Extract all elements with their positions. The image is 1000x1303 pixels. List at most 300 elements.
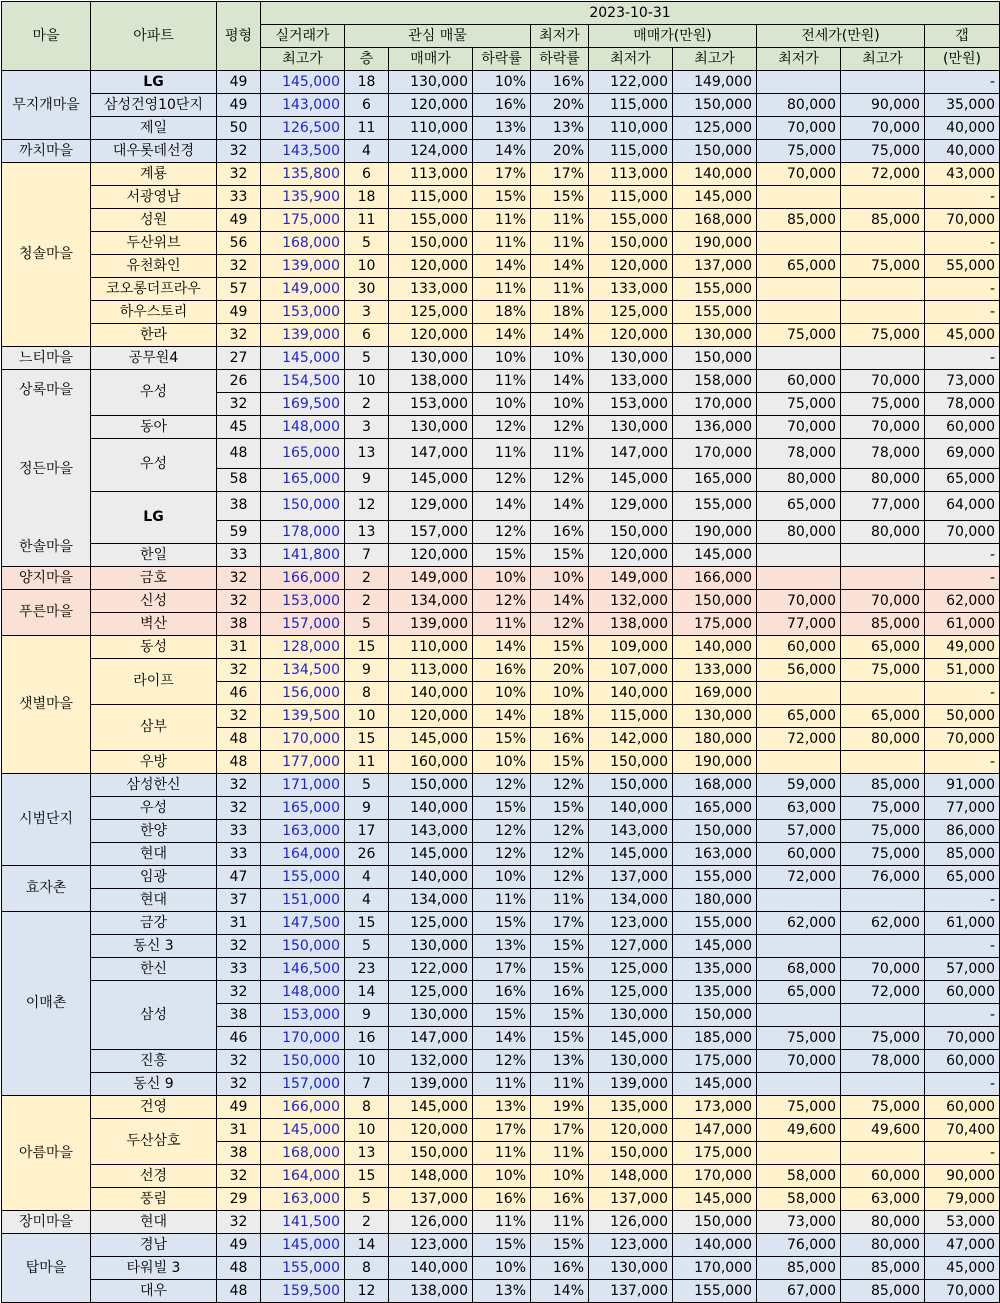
size-cell: 38 <box>217 491 261 521</box>
sale-price-cell: 133,000 <box>389 278 473 301</box>
trade-min-cell: 143,000 <box>589 820 673 843</box>
jeonse-max-cell: 85,000 <box>841 209 925 232</box>
trade-max-cell: 165,000 <box>673 468 757 491</box>
sale-price-cell: 132,000 <box>389 1050 473 1073</box>
drop-rate-cell: 17% <box>473 1119 531 1142</box>
size-cell: 47 <box>217 866 261 889</box>
sale-price-cell: 113,000 <box>389 659 473 682</box>
table-row <box>2 416 1000 439</box>
trade-min-cell: 150,000 <box>589 774 673 797</box>
jeonse-min-cell <box>757 889 841 912</box>
trade-max-cell: 170,000 <box>673 1257 757 1280</box>
sale-price-cell: 147,000 <box>389 1027 473 1050</box>
jeonse-max-cell: 80,000 <box>841 728 925 751</box>
gap-cell: 70,400 <box>925 1119 1000 1142</box>
floor-cell: 7 <box>345 544 389 567</box>
jeonse-max-cell: 75,000 <box>841 797 925 820</box>
min-drop-cell: 20% <box>531 94 589 117</box>
size-cell: 32 <box>217 324 261 347</box>
jeonse-max-cell: 72,000 <box>841 981 925 1004</box>
jeonse-max-cell <box>841 186 925 209</box>
sale-price-cell: 148,000 <box>389 1165 473 1188</box>
min-drop-cell: 13% <box>531 117 589 140</box>
table-row <box>2 1280 1000 1303</box>
apartment-cell: 진흥 <box>91 1050 217 1073</box>
drop-rate-cell: 12% <box>473 521 531 544</box>
gap-cell: - <box>925 301 1000 324</box>
trade-max-cell: 145,000 <box>673 1073 757 1096</box>
trade-min-cell: 137,000 <box>589 1188 673 1211</box>
table-row <box>2 820 1000 843</box>
sale-price-cell: 125,000 <box>389 981 473 1004</box>
min-drop-cell: 13% <box>531 1050 589 1073</box>
real-max-cell: 163,000 <box>261 1188 345 1211</box>
drop-rate-cell: 11% <box>473 889 531 912</box>
jeonse-max-cell: 80,000 <box>841 468 925 491</box>
jeonse-min-cell <box>757 544 841 567</box>
min-drop-cell: 18% <box>531 705 589 728</box>
sale-price-cell: 147,000 <box>389 439 473 469</box>
size-cell: 33 <box>217 958 261 981</box>
size-cell: 49 <box>217 1234 261 1257</box>
apartment-cell: 공무원4 <box>91 347 217 370</box>
trade-max-cell: 147,000 <box>673 1119 757 1142</box>
floor-cell: 15 <box>345 728 389 751</box>
real-max-cell: 175,000 <box>261 209 345 232</box>
trade-min-cell: 126,000 <box>589 1211 673 1234</box>
gap-cell: 35,000 <box>925 94 1000 117</box>
apartment-cell: 우방 <box>91 751 217 774</box>
jeonse-min-cell: 73,000 <box>757 1211 841 1234</box>
real-max-cell: 168,000 <box>261 232 345 255</box>
jeonse-min-cell: 78,000 <box>757 439 841 469</box>
min-drop-cell: 12% <box>531 468 589 491</box>
table-row <box>2 347 1000 370</box>
jeonse-max-cell <box>841 935 925 958</box>
table-row <box>2 659 1000 682</box>
trade-min-cell: 135,000 <box>589 1096 673 1119</box>
apartment-cell: 우성 <box>91 370 217 416</box>
trade-max-cell: 168,000 <box>673 209 757 232</box>
real-max-cell: 166,000 <box>261 567 345 590</box>
apartment-price-table <box>1 1 1000 1303</box>
real-max-cell: 164,000 <box>261 843 345 866</box>
apartment-cell: 현대 <box>91 1211 217 1234</box>
jeonse-min-cell <box>757 1073 841 1096</box>
trade-min-cell: 150,000 <box>589 521 673 544</box>
jeonse-min-cell <box>757 682 841 705</box>
size-cell: 33 <box>217 820 261 843</box>
drop-rate-cell: 11% <box>473 209 531 232</box>
min-drop-cell: 16% <box>531 1257 589 1280</box>
trade-max-cell: 150,000 <box>673 1004 757 1027</box>
trade-min-cell: 149,000 <box>589 567 673 590</box>
real-max-cell: 168,000 <box>261 1142 345 1165</box>
sale-price-cell: 122,000 <box>389 958 473 981</box>
size-cell: 38 <box>217 613 261 636</box>
sale-price-cell: 115,000 <box>389 186 473 209</box>
apartment-cell: 임광 <box>91 866 217 889</box>
trade-max-cell: 155,000 <box>673 866 757 889</box>
size-cell: 32 <box>217 659 261 682</box>
floor-cell: 15 <box>345 912 389 935</box>
size-cell: 48 <box>217 1280 261 1303</box>
min-drop-cell: 10% <box>531 393 589 416</box>
min-drop-cell: 12% <box>531 843 589 866</box>
drop-rate-cell: 10% <box>473 71 531 94</box>
jeonse-min-cell: 62,000 <box>757 912 841 935</box>
sale-price-cell: 140,000 <box>389 682 473 705</box>
real-max-cell: 159,500 <box>261 1280 345 1303</box>
trade-max-cell: 180,000 <box>673 728 757 751</box>
jeonse-min-cell: 65,000 <box>757 255 841 278</box>
trade-max-cell: 190,000 <box>673 521 757 544</box>
apartment-cell: 서광영남 <box>91 186 217 209</box>
sale-price-cell: 124,000 <box>389 140 473 163</box>
jeonse-max-cell: 77,000 <box>841 491 925 521</box>
apartment-cell: 풍림 <box>91 1188 217 1211</box>
real-max-cell: 163,000 <box>261 820 345 843</box>
jeonse-min-cell: 70,000 <box>757 163 841 186</box>
jeonse-max-cell: 75,000 <box>841 140 925 163</box>
min-drop-cell: 10% <box>531 347 589 370</box>
trade-min-cell: 150,000 <box>589 1142 673 1165</box>
table-row <box>2 567 1000 590</box>
real-max-cell: 156,000 <box>261 682 345 705</box>
jeonse-min-cell: 85,000 <box>757 209 841 232</box>
trade-min-cell: 130,000 <box>589 1257 673 1280</box>
real-max-cell: 153,000 <box>261 301 345 324</box>
table-row <box>2 935 1000 958</box>
sale-price-cell: 145,000 <box>389 728 473 751</box>
jeonse-max-cell: 75,000 <box>841 393 925 416</box>
real-max-cell: 178,000 <box>261 521 345 544</box>
size-cell: 33 <box>217 843 261 866</box>
table-row <box>2 301 1000 324</box>
village-cell: 정든마을 <box>18 460 74 477</box>
trade-max-cell: 190,000 <box>673 751 757 774</box>
apartment-cell: 코오롱더프라우 <box>91 278 217 301</box>
min-drop-cell: 16% <box>531 71 589 94</box>
trade-min-cell: 137,000 <box>589 866 673 889</box>
floor-cell: 9 <box>345 1004 389 1027</box>
apartment-cell: 두산삼호 <box>91 1119 217 1165</box>
trade-min-cell: 130,000 <box>589 416 673 439</box>
trade-max-cell: 135,000 <box>673 981 757 1004</box>
apartment-cell: 건영 <box>91 1096 217 1119</box>
jeonse-max-cell: 75,000 <box>841 1096 925 1119</box>
trade-min-cell: 120,000 <box>589 544 673 567</box>
real-max-cell: 145,000 <box>261 347 345 370</box>
size-cell: 31 <box>217 912 261 935</box>
min-drop-cell: 19% <box>531 1096 589 1119</box>
drop-rate-cell: 10% <box>473 751 531 774</box>
sale-price-cell: 129,000 <box>389 491 473 521</box>
sale-price-cell: 130,000 <box>389 416 473 439</box>
header-drop-rate: 하락률 <box>473 48 531 71</box>
min-drop-cell: 14% <box>531 590 589 613</box>
size-cell: 58 <box>217 468 261 491</box>
gap-cell: 47,000 <box>925 1234 1000 1257</box>
table-row <box>2 1096 1000 1119</box>
floor-cell: 2 <box>345 590 389 613</box>
village-cell: 청솔마을 <box>2 163 91 347</box>
trade-min-cell: 145,000 <box>589 1027 673 1050</box>
gap-cell: 70,000 <box>925 1280 1000 1303</box>
gap-cell: 43,000 <box>925 163 1000 186</box>
jeonse-max-cell: 65,000 <box>841 636 925 659</box>
jeonse-min-cell: 60,000 <box>757 370 841 393</box>
drop-rate-cell: 14% <box>473 636 531 659</box>
header-min-drop-rate: 하락률 <box>531 48 589 71</box>
village-cell: 아름마을 <box>2 1096 91 1211</box>
drop-rate-cell: 10% <box>473 1257 531 1280</box>
jeonse-max-cell: 78,000 <box>841 1050 925 1073</box>
trade-min-cell: 109,000 <box>589 636 673 659</box>
jeonse-min-cell <box>757 751 841 774</box>
real-max-cell: 150,000 <box>261 935 345 958</box>
jeonse-max-cell: 85,000 <box>841 1257 925 1280</box>
floor-cell: 5 <box>345 774 389 797</box>
jeonse-max-cell <box>841 682 925 705</box>
apartment-cell: 동성 <box>91 636 217 659</box>
floor-cell: 16 <box>345 1027 389 1050</box>
drop-rate-cell: 12% <box>473 820 531 843</box>
jeonse-min-cell: 80,000 <box>757 468 841 491</box>
size-cell: 32 <box>217 140 261 163</box>
village-cell: 장미마을 <box>2 1211 91 1234</box>
jeonse-max-cell <box>841 347 925 370</box>
trade-max-cell: 140,000 <box>673 1234 757 1257</box>
jeonse-max-cell <box>841 567 925 590</box>
size-cell: 33 <box>217 186 261 209</box>
trade-min-cell: 153,000 <box>589 393 673 416</box>
jeonse-min-cell: 72,000 <box>757 866 841 889</box>
jeonse-max-cell: 76,000 <box>841 866 925 889</box>
size-cell: 46 <box>217 1027 261 1050</box>
trade-max-cell: 155,000 <box>673 1280 757 1303</box>
real-max-cell: 157,000 <box>261 613 345 636</box>
gap-cell: 70,000 <box>925 521 1000 544</box>
floor-cell: 13 <box>345 1142 389 1165</box>
trade-min-cell: 120,000 <box>589 1119 673 1142</box>
drop-rate-cell: 14% <box>473 491 531 521</box>
floor-cell: 8 <box>345 682 389 705</box>
min-drop-cell: 17% <box>531 1119 589 1142</box>
trade-max-cell: 150,000 <box>673 347 757 370</box>
min-drop-cell: 11% <box>531 1211 589 1234</box>
sale-price-cell: 110,000 <box>389 117 473 140</box>
jeonse-min-cell <box>757 71 841 94</box>
trade-min-cell: 150,000 <box>589 232 673 255</box>
min-drop-cell: 15% <box>531 751 589 774</box>
floor-cell: 4 <box>345 889 389 912</box>
size-cell: 31 <box>217 636 261 659</box>
village-cell: 탑마을 <box>2 1234 91 1303</box>
real-max-cell: 165,000 <box>261 797 345 820</box>
trade-max-cell: 155,000 <box>673 278 757 301</box>
table-row <box>2 232 1000 255</box>
jeonse-min-cell <box>757 567 841 590</box>
real-max-cell: 170,000 <box>261 728 345 751</box>
drop-rate-cell: 15% <box>473 1234 531 1257</box>
trade-min-cell: 110,000 <box>589 117 673 140</box>
table-row <box>2 370 1000 393</box>
trade-max-cell: 140,000 <box>673 163 757 186</box>
trade-min-cell: 125,000 <box>589 301 673 324</box>
drop-rate-cell: 12% <box>473 774 531 797</box>
sale-price-cell: 140,000 <box>389 797 473 820</box>
trade-max-cell: 185,000 <box>673 1027 757 1050</box>
village-cell: 샛별마을 <box>2 636 91 774</box>
jeonse-max-cell: 90,000 <box>841 94 925 117</box>
size-cell: 26 <box>217 370 261 393</box>
drop-rate-cell: 15% <box>473 797 531 820</box>
table-body <box>2 71 1000 1303</box>
trade-max-cell: 175,000 <box>673 613 757 636</box>
real-max-cell: 157,000 <box>261 1073 345 1096</box>
jeonse-max-cell: 75,000 <box>841 843 925 866</box>
header-trade-min: 최저가 <box>589 48 673 71</box>
floor-cell: 5 <box>345 613 389 636</box>
sale-price-cell: 139,000 <box>389 613 473 636</box>
trade-max-cell: 130,000 <box>673 705 757 728</box>
size-cell: 56 <box>217 232 261 255</box>
min-drop-cell: 11% <box>531 232 589 255</box>
trade-max-cell: 133,000 <box>673 659 757 682</box>
apartment-cell: 금강 <box>91 912 217 935</box>
header-min-drop: 최저가 <box>531 25 589 48</box>
apartment-cell: 삼부 <box>91 705 217 751</box>
jeonse-min-cell: 56,000 <box>757 659 841 682</box>
real-max-cell: 153,000 <box>261 1004 345 1027</box>
floor-cell: 15 <box>345 636 389 659</box>
trade-max-cell: 165,000 <box>673 797 757 820</box>
min-drop-cell: 12% <box>531 613 589 636</box>
jeonse-max-cell <box>841 71 925 94</box>
drop-rate-cell: 10% <box>473 567 531 590</box>
min-drop-cell: 16% <box>531 728 589 751</box>
min-drop-cell: 20% <box>531 140 589 163</box>
drop-rate-cell: 12% <box>473 1050 531 1073</box>
trade-max-cell: 149,000 <box>673 71 757 94</box>
village-cell: 효자촌 <box>2 866 91 912</box>
trade-max-cell: 170,000 <box>673 439 757 469</box>
sale-price-cell: 123,000 <box>389 1234 473 1257</box>
trade-min-cell: 115,000 <box>589 140 673 163</box>
trade-min-cell: 139,000 <box>589 1073 673 1096</box>
apartment-cell: 삼성한신 <box>91 774 217 797</box>
floor-cell: 10 <box>345 1119 389 1142</box>
sale-price-cell: 145,000 <box>389 843 473 866</box>
floor-cell: 26 <box>345 843 389 866</box>
header-floor: 층 <box>345 48 389 71</box>
village-cell: 무지개마을 <box>2 71 91 140</box>
jeonse-min-cell: 63,000 <box>757 797 841 820</box>
jeonse-min-cell: 60,000 <box>757 636 841 659</box>
size-cell: 32 <box>217 1165 261 1188</box>
drop-rate-cell: 11% <box>473 439 531 469</box>
drop-rate-cell: 11% <box>473 370 531 393</box>
jeonse-min-cell: 77,000 <box>757 613 841 636</box>
sale-price-cell: 143,000 <box>389 820 473 843</box>
apartment-cell: LG <box>91 71 217 94</box>
jeonse-min-cell: 75,000 <box>757 324 841 347</box>
gap-cell: 55,000 <box>925 255 1000 278</box>
trade-min-cell: 115,000 <box>589 186 673 209</box>
village-cell: 느티마을 <box>2 347 91 370</box>
min-drop-cell: 11% <box>531 439 589 469</box>
jeonse-max-cell: 62,000 <box>841 912 925 935</box>
sale-price-cell: 126,000 <box>389 1211 473 1234</box>
min-drop-cell: 10% <box>531 567 589 590</box>
drop-rate-cell: 11% <box>473 1142 531 1165</box>
gap-cell: 73,000 <box>925 370 1000 393</box>
drop-rate-cell: 15% <box>473 186 531 209</box>
real-max-cell: 135,900 <box>261 186 345 209</box>
min-drop-cell: 11% <box>531 278 589 301</box>
gap-cell: - <box>925 1073 1000 1096</box>
floor-cell: 11 <box>345 751 389 774</box>
real-max-cell: 145,000 <box>261 1234 345 1257</box>
drop-rate-cell: 18% <box>473 301 531 324</box>
min-drop-cell: 14% <box>531 491 589 521</box>
apartment-cell: 유천화인 <box>91 255 217 278</box>
gap-cell: 40,000 <box>925 117 1000 140</box>
table-row <box>2 636 1000 659</box>
gap-cell: 65,000 <box>925 468 1000 491</box>
size-cell: 29 <box>217 1188 261 1211</box>
trade-max-cell: 140,000 <box>673 636 757 659</box>
sale-price-cell: 139,000 <box>389 1073 473 1096</box>
gap-cell: - <box>925 71 1000 94</box>
gap-cell: - <box>925 935 1000 958</box>
jeonse-max-cell: 63,000 <box>841 1188 925 1211</box>
jeonse-max-cell: 75,000 <box>841 324 925 347</box>
size-cell: 32 <box>217 590 261 613</box>
sale-price-cell: 145,000 <box>389 468 473 491</box>
trade-max-cell: 150,000 <box>673 590 757 613</box>
trade-min-cell: 115,000 <box>589 705 673 728</box>
trade-min-cell: 125,000 <box>589 981 673 1004</box>
size-cell: 59 <box>217 521 261 544</box>
jeonse-min-cell: 75,000 <box>757 140 841 163</box>
jeonse-min-cell <box>757 232 841 255</box>
drop-rate-cell: 16% <box>473 94 531 117</box>
table-row <box>2 912 1000 935</box>
real-max-cell: 177,000 <box>261 751 345 774</box>
jeonse-max-cell: 70,000 <box>841 416 925 439</box>
size-cell: 32 <box>217 1211 261 1234</box>
trade-max-cell: 170,000 <box>673 393 757 416</box>
size-cell: 32 <box>217 255 261 278</box>
village-cell: 양지마을 <box>2 567 91 590</box>
gap-cell: - <box>925 186 1000 209</box>
drop-rate-cell: 12% <box>473 416 531 439</box>
header-jeonse-max: 최고가 <box>841 48 925 71</box>
drop-rate-cell: 12% <box>473 468 531 491</box>
sale-price-cell: 150,000 <box>389 774 473 797</box>
gap-cell: 79,000 <box>925 1188 1000 1211</box>
jeonse-min-cell <box>757 1004 841 1027</box>
drop-rate-cell: 16% <box>473 981 531 1004</box>
min-drop-cell: 20% <box>531 659 589 682</box>
real-max-cell: 143,000 <box>261 94 345 117</box>
trade-min-cell: 129,000 <box>589 491 673 521</box>
trade-max-cell: 158,000 <box>673 370 757 393</box>
real-max-cell: 150,000 <box>261 491 345 521</box>
real-max-cell: 169,500 <box>261 393 345 416</box>
